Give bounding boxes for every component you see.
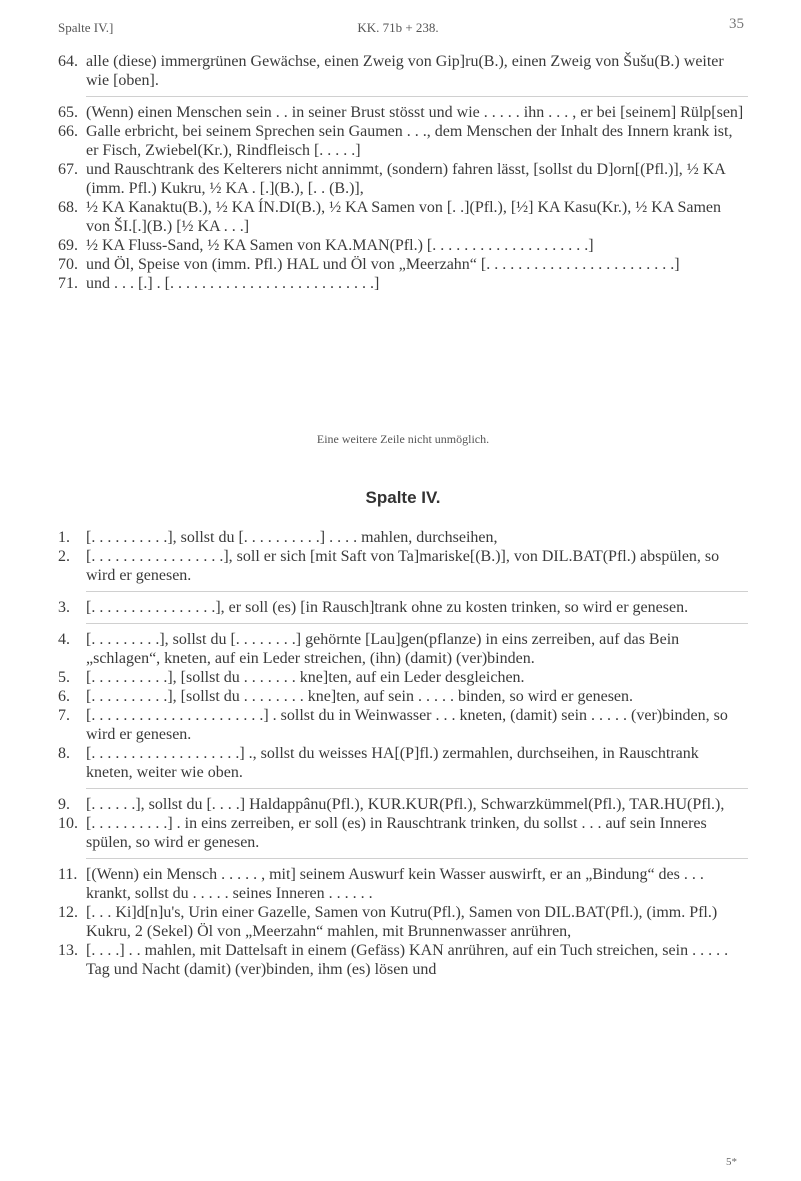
header-reference: KK. 71b + 238. [357,20,439,35]
line-entry: 10. [. . . . . . . . . .] . in eins zerreiben, er soll (es) in Rauschtrank trinken, du sollst . . . auf sein Inneres spülen, so wird er genesen. [58,815,707,851]
line-entry: 6. [. . . . . . . . . .], [sollst du . . . . . . . . kne]ten, auf sein . . . . . binden, so wird er genesen. [58,688,634,705]
separator-line [86,623,748,624]
section-title: Spalte IV. [365,488,441,507]
line-entry: 64. alle (diese) immergrünen Gewächse, einen Zweig von Gip]ru(B.), einen Zweig von Šušu(B.) weiter wie [oben]. [58,53,724,89]
signature-mark: 5* [726,1156,737,1168]
line-entry: 1. [. . . . . . . . . .], sollst du [. . . . . . . . . .] . . . . mahlen, durchseihen, [58,529,498,546]
separator-line [86,591,748,592]
line-entry: 3. [. . . . . . . . . . . . . . . .], er soll (es) [in Rausch]trank ohne zu kosten trinken, so wird er genesen. [58,599,689,616]
line-entry: 9. [. . . . . .], sollst du [. . . .] Haldappânu(Pfl.), KUR.KUR(Pfl.), Schwarzkümmel(Pfl.), TAR.HU(Pfl.), [58,796,725,813]
line-entry: 13. [. . . .] . . mahlen, mit Dattelsaft in einem (Gefäss) KAN anrühren, auf ein Tuch streichen, sein . . . . . Tag und Nacht (damit) (ver)binden, ihm (es) lösen und [58,942,729,978]
line-entry: 67. und Rauschtrank des Kelterers nicht annimmt, (sondern) fahren lässt, [sollst du D]orn[(Pfl.)], ½ KA (imm. Pfl.) Kukru, ½ KA . [.](B.), [. . (B.)], [58,161,725,197]
line-entry: 65. (Wenn) einen Menschen sein . . in seiner Brust stösst und wie . . . . . ihn . . . , er bei [seinem] Rülp[sen] [58,104,744,121]
line-entry: 5. [. . . . . . . . . .], [sollst du . . . . . . . kne]ten, auf ein Leder desgleichen. [58,669,525,686]
line-entry: 68. ½ KA Kanaktu(B.), ½ KA ÍN.DI(B.), ½ KA Samen von [. .](Pfl.), [½] KA Kasu(Kr.), ½ KA Samen von ŠI.[.](B.) [½ KA . . .] [58,199,722,235]
line-entry: 7. [. . . . . . . . . . . . . . . . . . . . . .] . sollst du in Weinwasser . . . kneten, (damit) sein . . . . . (ver)binden, so wird er genesen. [58,707,728,743]
line-entry: 12. [. . . Ki]d[n]u's, Urin einer Gazelle, Samen von Kutru(Pfl.), Samen von DIL.BAT(Pfl.), (imm. Pfl.) Kukru, 2 (Sekel) Öl von „Meerzahn“ mahlen, mit Brunnenwasser anrühren, [58,904,718,940]
line-entry: 4. [. . . . . . . . .], sollst du [. . . . . . . .] gehörnte [Lau]gen(pflanze) in eins zerreiben, auf das Bein „schlagen“, kneten, auf ein Leder streichen, (ihn) (damit) (ver)binden. [58,631,680,667]
page-number: 35 [729,16,744,32]
line-entry: 69. ½ KA Fluss-Sand, ½ KA Samen von KA.MAN(Pfl.) [. . . . . . . . . . . . . . . . . . . .] [58,237,594,254]
line-entry: 8. [. . . . . . . . . . . . . . . . . . .] ., sollst du weisses HA[(P]fl.) zermahlen, durchseihen, in Rauschtrank kneten, weiter wie oben. [58,745,699,781]
line-entry: 71. und . . . [.] . [. . . . . . . . . . . . . . . . . . . . . . . . . .] [58,275,380,292]
header-column-label: Spalte IV.] [58,20,114,35]
lower-text-block [58,528,748,979]
separator-line [86,788,748,789]
upper-text-block [58,52,748,293]
line-entry: 11. [(Wenn) ein Mensch . . . . . , mit] seinem Auswurf kein Wasser auswirft, er an „Bindung“ des . . . krankt, sollst du . . . . . seines Inneren . . . . . . [58,866,704,902]
page-header [58,16,744,38]
separator-line [86,96,748,97]
line-entry: 2. [. . . . . . . . . . . . . . . . .], soll er sich [mit Saft von Ta]mariske[(B.)], von DIL.BAT(Pfl.) abspülen, so wird er genesen. [58,548,720,584]
line-entry: 70. und Öl, Speise von (imm. Pfl.) HAL und Öl von „Meerzahn“ [. . . . . . . . . . . . . . . . . . . . . . . .] [58,256,680,273]
separator-line [86,858,748,859]
line-entry: 66. Galle erbricht, bei seinem Sprechen sein Gaumen . . ., dem Menschen der Inhalt des Innern krank ist, er Fisch, Zwiebel(Kr.), Rindfleisch [. . . . .] [58,123,733,159]
editorial-note: Eine weitere Zeile nicht unmöglich. [316,432,490,446]
